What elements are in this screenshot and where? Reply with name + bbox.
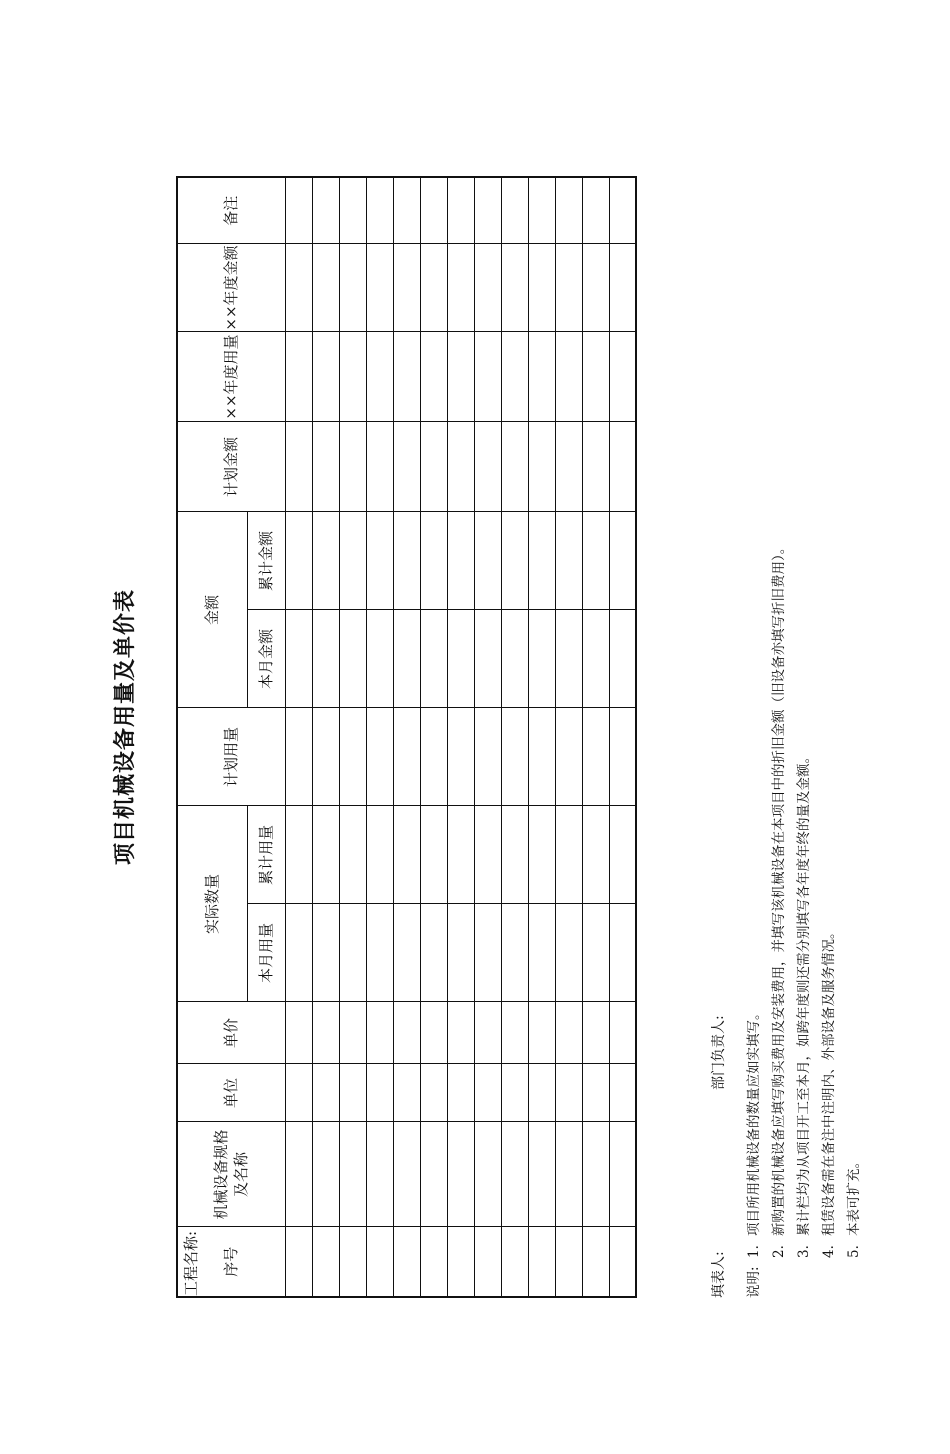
table-cell[interactable] [285,512,312,610]
note-number: 2. [771,1245,787,1258]
notes-label: 说明: [746,1266,762,1298]
table-cell[interactable] [339,1064,366,1122]
note-number: 4. [821,1245,837,1258]
table-cell[interactable] [447,904,474,1002]
table-cell[interactable] [528,422,555,512]
table-cell[interactable] [501,244,528,332]
note-item [767,541,792,1298]
table-cell[interactable] [312,1227,339,1297]
table-cell[interactable] [420,904,447,1002]
table-cell[interactable] [501,177,528,244]
table-cell[interactable] [420,708,447,806]
table-cell[interactable] [366,512,393,610]
table-cell[interactable] [366,806,393,904]
table-cell[interactable] [339,1002,366,1064]
table-cell[interactable] [393,422,420,512]
table-cell[interactable] [447,1227,474,1297]
table-cell[interactable] [420,1002,447,1064]
table-cell[interactable] [555,177,582,244]
table-cell[interactable] [285,332,312,422]
table-cell[interactable] [474,244,501,332]
table-cell[interactable] [609,1064,636,1122]
table-cell[interactable] [339,610,366,708]
table-cell[interactable] [528,708,555,806]
table-cell[interactable] [285,708,312,806]
table-cell[interactable] [339,904,366,1002]
table-cell[interactable] [393,177,420,244]
table-cell[interactable] [447,1064,474,1122]
table-cell[interactable] [474,806,501,904]
table-cell[interactable] [609,610,636,708]
table-cell[interactable] [582,1064,609,1122]
table-cell[interactable] [555,1227,582,1297]
table-cell[interactable] [312,610,339,708]
table-row [366,177,393,1297]
table-cell[interactable] [366,1002,393,1064]
table-cell[interactable] [528,1002,555,1064]
table-cell[interactable] [393,708,420,806]
note-text: 项目所用机械设备的数量应如实填写。 [746,1006,762,1236]
table-row [312,177,339,1297]
table-cell[interactable] [582,422,609,512]
note-text: 新购置的机械设备应填写购买费用及安装费用，并填写该机械设备在本项目中的折旧金额（旧设备亦填写折旧费用）。 [771,540,787,1236]
table-cell[interactable] [420,610,447,708]
table-cell[interactable] [393,1122,420,1227]
table-cell[interactable] [366,708,393,806]
table-row [555,177,582,1297]
table-cell[interactable] [501,1227,528,1297]
note-text: 本表可扩充。 [846,1155,862,1236]
table-cell[interactable] [393,244,420,332]
table-cell[interactable] [366,610,393,708]
table-cell[interactable] [447,244,474,332]
table-cell[interactable] [528,1227,555,1297]
table-cell[interactable] [420,1064,447,1122]
table-cell[interactable] [366,332,393,422]
note-item [792,541,817,1298]
table-cell[interactable] [582,806,609,904]
table-cell[interactable] [393,904,420,1002]
table-cell[interactable] [528,244,555,332]
table-cell[interactable] [312,244,339,332]
table-cell[interactable] [285,422,312,512]
header-spec: 机械设备规格及名称 [177,1122,285,1227]
table-cell[interactable] [420,512,447,610]
table-cell[interactable] [501,332,528,422]
table-cell[interactable] [420,244,447,332]
table-cell[interactable] [420,1227,447,1297]
table-cell[interactable] [420,806,447,904]
table-cell[interactable] [312,512,339,610]
header-total-amount: 累计金额 [247,512,285,610]
header-total-qty: 累计用量 [247,806,285,904]
table-cell[interactable] [285,1002,312,1064]
header-month-qty: 本月用量 [247,904,285,1002]
table-cell[interactable] [501,1002,528,1064]
table-cell[interactable] [285,177,312,244]
table-cell[interactable] [501,904,528,1002]
table-cell[interactable] [609,1002,636,1064]
table-cell[interactable] [447,1122,474,1227]
header-actual-qty: 实际数量 [177,806,247,1002]
table-cell[interactable] [366,1122,393,1227]
table-cell[interactable] [528,1122,555,1227]
table-cell[interactable] [555,332,582,422]
table-cell[interactable] [474,610,501,708]
table-cell[interactable] [366,422,393,512]
table-cell[interactable] [366,244,393,332]
table-cell[interactable] [447,332,474,422]
table-cell[interactable] [447,512,474,610]
table-cell[interactable] [312,904,339,1002]
table-cell[interactable] [393,512,420,610]
table-cell[interactable] [285,1227,312,1297]
table-cell[interactable] [285,610,312,708]
note-item [742,541,767,1298]
table-cell[interactable] [339,1227,366,1297]
table-cell[interactable] [339,806,366,904]
table-cell[interactable] [501,1122,528,1227]
table-cell[interactable] [366,177,393,244]
table-cell[interactable] [609,512,636,610]
table-cell[interactable] [555,610,582,708]
note-item [817,541,842,1298]
table-cell[interactable] [555,1122,582,1227]
table-cell[interactable] [474,1122,501,1227]
table-row [609,177,636,1297]
table-cell[interactable] [339,422,366,512]
header-seq: 序号 [177,1227,285,1297]
table-cell[interactable] [609,332,636,422]
table-cell[interactable] [312,177,339,244]
table-cell[interactable] [447,177,474,244]
table-cell[interactable] [285,1064,312,1122]
table-cell[interactable] [528,610,555,708]
table-cell[interactable] [366,1064,393,1122]
table-cell[interactable] [474,177,501,244]
table-cell[interactable] [582,1227,609,1297]
note-text: 累计栏均为从项目开工至本月，如跨年度则还需分别填写各年度年终的量及金额。 [796,750,812,1236]
table-cell[interactable] [285,806,312,904]
table-cell[interactable] [582,904,609,1002]
form-title: 项目机械设备用量及单价表 [113,589,138,866]
table-cell[interactable] [420,332,447,422]
table-cell[interactable] [582,244,609,332]
header-plan-qty: 计划用量 [177,708,285,806]
table-cell[interactable] [366,904,393,1002]
table-cell[interactable] [528,177,555,244]
table-cell[interactable] [474,512,501,610]
table-cell[interactable] [582,610,609,708]
table-cell[interactable] [609,806,636,904]
table-cell[interactable] [582,177,609,244]
table-cell[interactable] [501,610,528,708]
table-cell[interactable] [528,512,555,610]
table-row [474,177,501,1297]
table-cell[interactable] [555,708,582,806]
header-year-amount: ××年度金额 [177,244,285,332]
table-cell[interactable] [501,806,528,904]
table-cell[interactable] [555,1002,582,1064]
table-cell[interactable] [339,708,366,806]
table-cell[interactable] [474,1064,501,1122]
table-row [420,177,447,1297]
table-cell[interactable] [582,708,609,806]
table-cell[interactable] [609,1227,636,1297]
table-cell[interactable] [393,610,420,708]
table-cell[interactable] [555,1064,582,1122]
header-unit: 单位 [177,1064,285,1122]
table-row [393,177,420,1297]
table-cell[interactable] [501,422,528,512]
table-cell[interactable] [555,244,582,332]
table-cell[interactable] [393,1002,420,1064]
table-cell[interactable] [447,708,474,806]
table-cell[interactable] [474,332,501,422]
table-cell[interactable] [285,1122,312,1227]
table-cell[interactable] [609,904,636,1002]
table-cell[interactable] [528,806,555,904]
table-cell[interactable] [393,332,420,422]
table-row [339,177,366,1297]
table-cell[interactable] [393,1064,420,1122]
table-cell[interactable] [366,1227,393,1297]
header-plan-amount: 计划金额 [177,422,285,512]
table-cell[interactable] [447,1002,474,1064]
table-cell[interactable] [474,904,501,1002]
notes [742,541,867,1298]
table-cell[interactable] [420,177,447,244]
table-cell[interactable] [528,1064,555,1122]
header-price: 单价 [177,1002,285,1064]
table-cell[interactable] [501,708,528,806]
table-cell[interactable] [312,1122,339,1227]
table-cell[interactable] [582,1122,609,1227]
table-cell[interactable] [420,422,447,512]
note-number: 1. [746,1245,762,1258]
table-cell[interactable] [528,904,555,1002]
table-row [528,177,555,1297]
table-cell[interactable] [312,332,339,422]
table-cell[interactable] [555,806,582,904]
note-text: 租赁设备需在备注中注明内、外部设备及服务情况。 [821,925,837,1236]
table-cell[interactable] [474,1227,501,1297]
table-cell[interactable] [312,1002,339,1064]
header-amount: 金额 [177,512,247,708]
note-number: 5. [846,1245,862,1258]
table-row [582,177,609,1297]
project-name-label: 工程名称: [182,1230,200,1296]
header-remark: 备注 [177,177,285,244]
table-cell[interactable] [609,422,636,512]
filler-label: 填表人: [711,1251,727,1298]
table-cell[interactable] [555,512,582,610]
table-cell[interactable] [582,512,609,610]
table-cell[interactable] [609,708,636,806]
header-year-qty: ××年度用量 [177,332,285,422]
table-cell[interactable] [393,1227,420,1297]
dept-head-label: 部门负责人: [711,1015,727,1090]
table-cell[interactable] [339,512,366,610]
equipment-table [176,176,637,1298]
table-cell[interactable] [582,1002,609,1064]
table-cell[interactable] [312,422,339,512]
table-cell[interactable] [312,1064,339,1122]
table-cell[interactable] [555,422,582,512]
table-cell[interactable] [339,177,366,244]
note-number: 3. [796,1245,812,1258]
table-cell[interactable] [609,177,636,244]
table-cell[interactable] [582,332,609,422]
table-cell[interactable] [420,1122,447,1227]
table-cell[interactable] [609,244,636,332]
table-cell[interactable] [312,806,339,904]
table-cell[interactable] [474,1002,501,1064]
table-cell[interactable] [285,244,312,332]
table-cell[interactable] [528,332,555,422]
table-cell[interactable] [312,708,339,806]
header-month-amount: 本月金额 [247,610,285,708]
note-item [842,541,867,1298]
table-cell[interactable] [447,806,474,904]
table-cell[interactable] [474,708,501,806]
table-row [285,177,312,1297]
table-cell[interactable] [339,332,366,422]
table-cell[interactable] [339,244,366,332]
table-cell[interactable] [447,610,474,708]
table-cell[interactable] [501,1064,528,1122]
table-cell[interactable] [609,1122,636,1227]
table-row [447,177,474,1297]
table-row [501,177,528,1297]
table-cell[interactable] [555,904,582,1002]
table-cell[interactable] [339,1122,366,1227]
table-cell[interactable] [447,422,474,512]
table-cell[interactable] [393,806,420,904]
table-cell[interactable] [474,422,501,512]
table-cell[interactable] [501,512,528,610]
table-cell[interactable] [285,904,312,1002]
